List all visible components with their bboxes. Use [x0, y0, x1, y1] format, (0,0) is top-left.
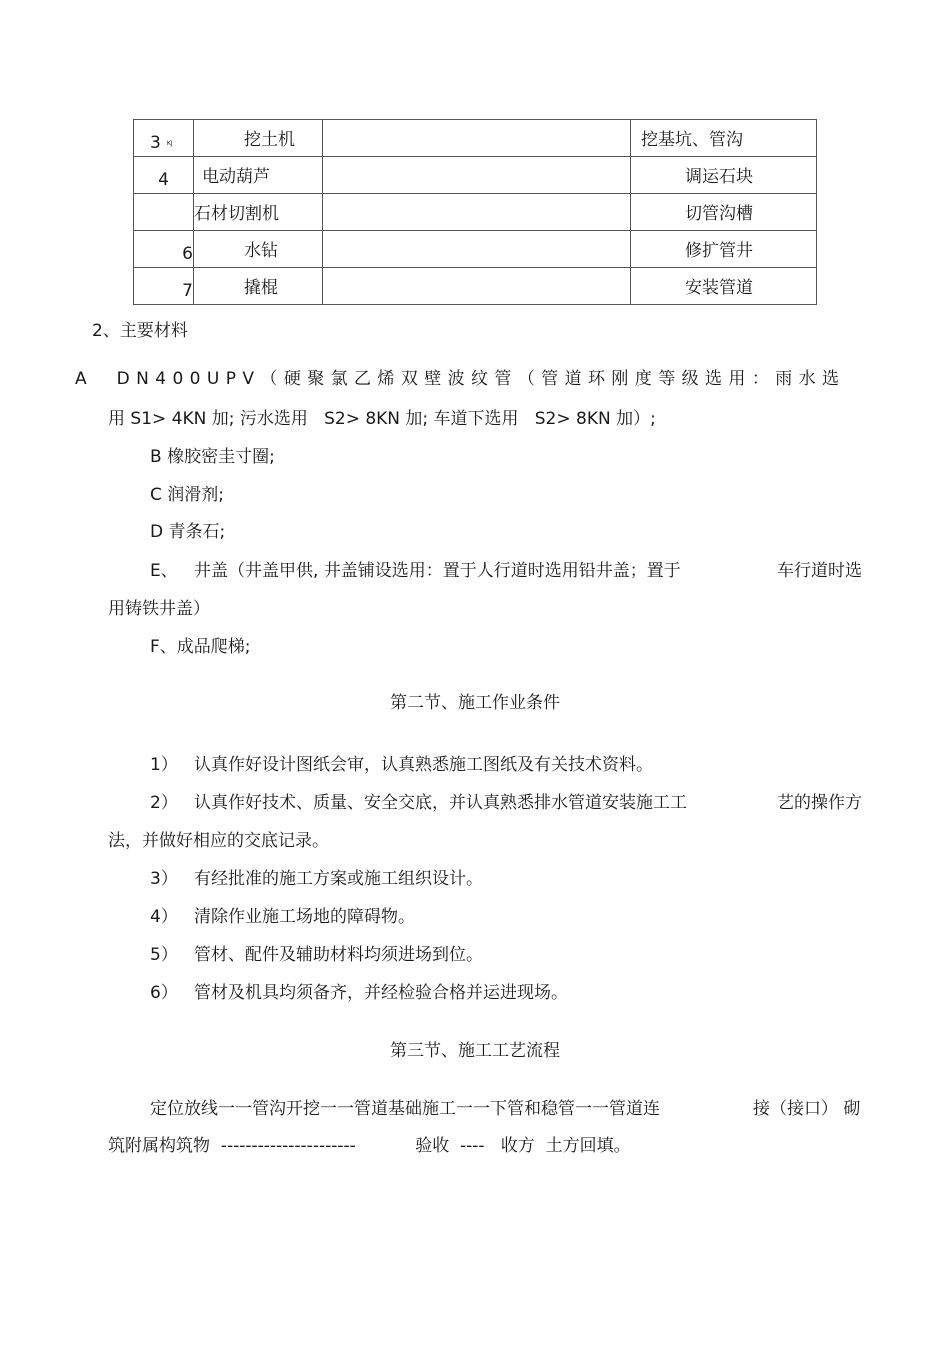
equipment-use: 挖基坑、管沟 [641, 130, 743, 150]
section3-flow-line1: 定位放线一一管沟开挖一一管道基础施工一一下管和稳管一一管道连 [150, 1099, 660, 1119]
material-b: B 橡胶密圭寸圈; [150, 447, 275, 467]
material-c: C 润滑剂; [150, 485, 225, 505]
section3-title: 第三节、施工工艺流程 [390, 1041, 560, 1061]
section3-flow-line1-end: 接（接口） 砌 [753, 1099, 861, 1119]
row-number: 3 [150, 133, 161, 153]
material-a-line1: A DN400UPV（硬聚氯乙烯双壁波纹管（管道环刚度等级选用：雨水选 [75, 369, 846, 389]
section2-item-2: 2） 认真作好技术、质量、安全交底，并认真熟悉排水管道安装施工工 [150, 793, 688, 813]
materials-heading: 2、主要材料 [92, 321, 188, 341]
table-row [134, 120, 817, 157]
equipment-use: 修扩管井 [685, 241, 753, 261]
table-cell-number [134, 157, 194, 194]
equipment-name: 石材切割机 [194, 204, 279, 224]
section2-item-4: 4） 清除作业施工场地的障碍物。 [150, 907, 416, 927]
table-cell-empty [323, 231, 631, 268]
row-number: 7 [182, 281, 193, 301]
equipment-use: 安装管道 [685, 278, 753, 298]
table-cell-number [134, 120, 194, 157]
section3-flow-line2: 筑附属构筑物 ---------------------- 验收 ---- 收方 土方回填。 [108, 1136, 631, 1156]
section2-title: 第二节、施工作业条件 [390, 693, 560, 713]
table-cell-number [134, 194, 194, 231]
table-cell-number [134, 231, 194, 268]
row-number: 6 [182, 244, 193, 264]
equipment-use: 切管沟槽 [685, 204, 753, 224]
table-row [134, 231, 817, 268]
table-cell-empty [323, 120, 631, 157]
material-f: F、成品爬梯; [150, 637, 251, 657]
material-e-line1: E、 井盖（井盖甲供, 井盖铺设选用：置于人行道时选用铅井盖；置于 [150, 561, 681, 581]
table-row [134, 268, 817, 305]
section2-item-1: 1） 认真作好设计图纸会审，认真熟悉施工图纸及有关技术资料。 [150, 755, 654, 775]
section2-item-2-cont: 法，并做好相应的交底记录。 [108, 831, 329, 851]
material-e-line2: 用铸铁井盖） [108, 599, 210, 619]
table-cell-name [194, 194, 323, 231]
equipment-name: 挖土机 [244, 130, 295, 150]
table-cell-number [134, 268, 194, 305]
table-cell-use [631, 231, 817, 268]
section2-item-2-end: 艺的操作方 [777, 793, 862, 813]
table-cell-empty [323, 157, 631, 194]
table-row [134, 194, 817, 231]
table-cell-name [194, 157, 323, 194]
equipment-use: 调运石块 [685, 167, 753, 187]
table-cell-use [631, 268, 817, 305]
table-cell-name [194, 268, 323, 305]
table-cell-use [631, 157, 817, 194]
table-cell-use [631, 120, 817, 157]
table-cell-empty [323, 194, 631, 231]
equipment-name: 电动葫芦 [202, 167, 270, 187]
equipment-name: 水钻 [244, 241, 278, 261]
table-cell-use [631, 194, 817, 231]
material-a-line2: 用 S1> 4KN 加; 污水选用 S2> 8KN 加; 车道下选用 S2> 8KN 加）; [108, 409, 656, 429]
table-cell-name [194, 120, 323, 157]
material-e-line1-end: 车行道时选 [777, 561, 862, 581]
row-number: 4 [158, 170, 169, 190]
table-cell-empty [323, 268, 631, 305]
table-cell-name [194, 231, 323, 268]
section2-item-6: 6） 管材及机具均须备齐，并经检验合格并运进现场。 [150, 983, 569, 1003]
row-number-mark: KJ [166, 139, 173, 147]
equipment-table [133, 119, 817, 305]
section2-item-3: 3） 有经批准的施工方案或施工组织设计。 [150, 869, 484, 889]
material-d: D 青条石; [150, 522, 226, 542]
section2-item-5: 5） 管材、配件及辅助材料均须进场到位。 [150, 945, 484, 965]
table-row [134, 157, 817, 194]
equipment-name: 撬棍 [244, 278, 278, 298]
